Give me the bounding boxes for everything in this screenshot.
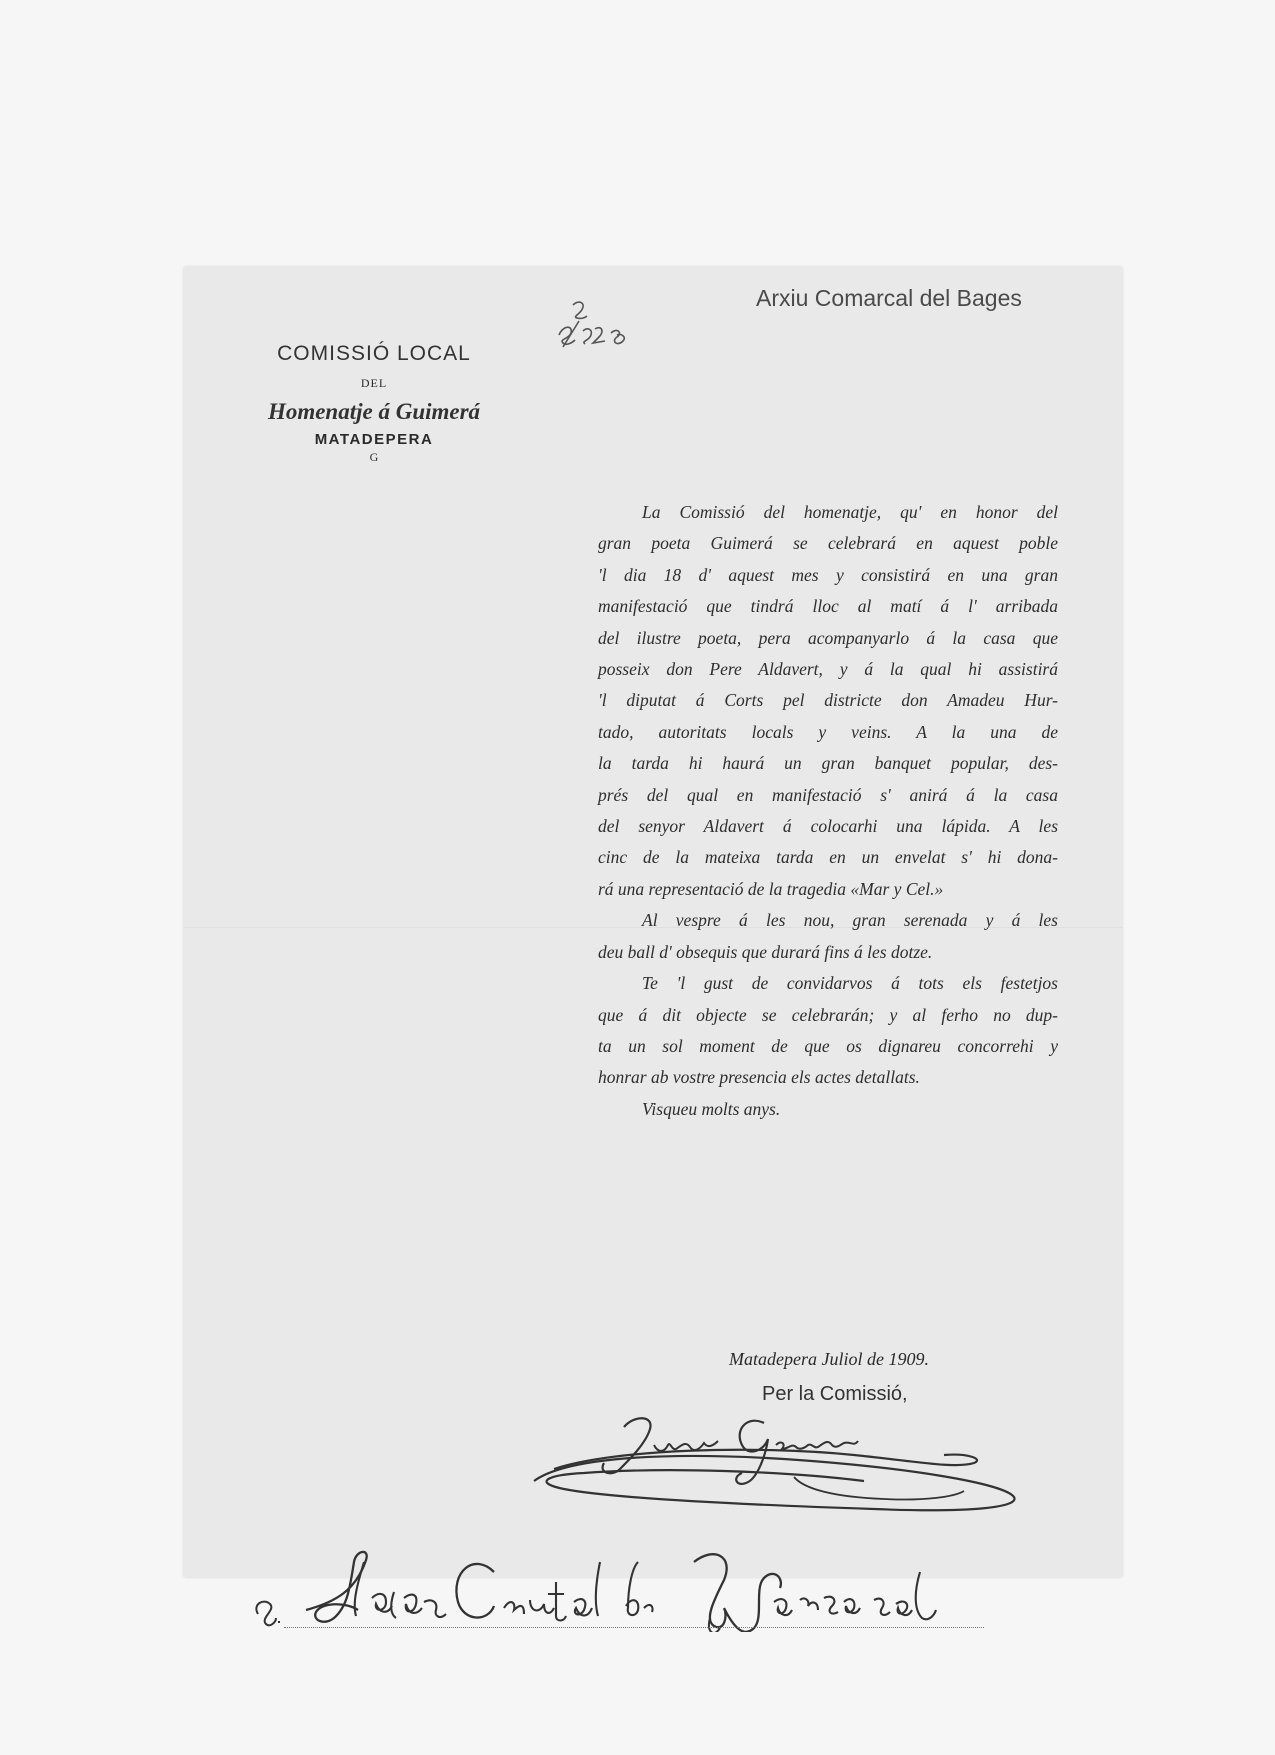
addressee-dotted-line bbox=[284, 1627, 984, 1628]
body-line: 'l dia 18 d' aquest mes y consistirá en una gran bbox=[598, 564, 1058, 585]
body-line: Visqueu molts anys. bbox=[642, 1098, 781, 1119]
body-line: cinc de la mateixa tarda en un envelat s' hi dona- bbox=[598, 847, 1058, 868]
body-line: rá una representació de la tragedia «Mar y Cel.» bbox=[598, 878, 944, 899]
body-line: ta un sol moment de que os dignareu concorrehi y bbox=[598, 1035, 1058, 1056]
body-line: que á dit objecte se celebrarán; y al ferho no dup- bbox=[598, 1004, 1058, 1025]
letter-body bbox=[598, 497, 1058, 1125]
letter-sheet bbox=[184, 267, 1122, 1577]
letterhead-line-2: DEL bbox=[360, 376, 388, 390]
body-line: prés del qual en manifestació s' anirá á la casa bbox=[598, 784, 1058, 805]
reference-mark bbox=[549, 297, 639, 357]
body-line: Te 'l gust de convidarvos á tots els festetjos bbox=[642, 973, 1058, 994]
addressee-handwriting bbox=[244, 1522, 994, 1632]
body-line: gran poeta Guimerá se celebrará en aquest poble bbox=[598, 533, 1058, 554]
letterhead-town: MATADEPERA bbox=[314, 431, 434, 448]
signature-handwriting bbox=[514, 1407, 1034, 1522]
letterhead-line-1: COMISSIÓ LOCAL bbox=[277, 342, 471, 365]
body-line: tado, autoritats locals y veins. A la una de bbox=[598, 721, 1058, 742]
per-comissio: Per la Comissió, bbox=[762, 1383, 908, 1405]
body-line: manifestació que tindrá lloc al matí á l' arribada bbox=[598, 596, 1058, 617]
body-line: posseix don Pere Aldavert, y á la qual hi assistirá bbox=[598, 659, 1058, 680]
body-line: del senyor Aldavert á colocarhi una lápida. A les bbox=[598, 816, 1058, 837]
letterhead-ornament: G bbox=[369, 450, 379, 464]
letterhead-title: Homenatje á Guimerá bbox=[267, 399, 481, 424]
body-line: honrar ab vostre presencia els actes detallats. bbox=[598, 1067, 920, 1088]
signature bbox=[514, 1407, 1034, 1522]
body-line: Al vespre á les nou, gran serenada y á les bbox=[642, 910, 1058, 931]
body-line: La Comissió del homenatje, qu' en honor del bbox=[642, 502, 1058, 522]
place-date: Matadepera Juliol de 1909. bbox=[729, 1349, 929, 1369]
body-line: la tarda hi haurá un gran banquet popular, des- bbox=[598, 753, 1058, 774]
archive-stamp: Arxiu Comarcal del Bages bbox=[756, 285, 1022, 311]
body-line: del ilustre poeta, pera acompanyarlo á la casa que bbox=[598, 627, 1058, 648]
body-line: deu ball d' obsequis que durará fins á les dotze. bbox=[598, 941, 933, 962]
addressee bbox=[244, 1522, 994, 1632]
body-line: 'l diputat á Corts pel districte don Amadeu Hur- bbox=[598, 690, 1058, 711]
letterhead bbox=[224, 342, 524, 465]
reference-handwriting bbox=[549, 297, 639, 357]
